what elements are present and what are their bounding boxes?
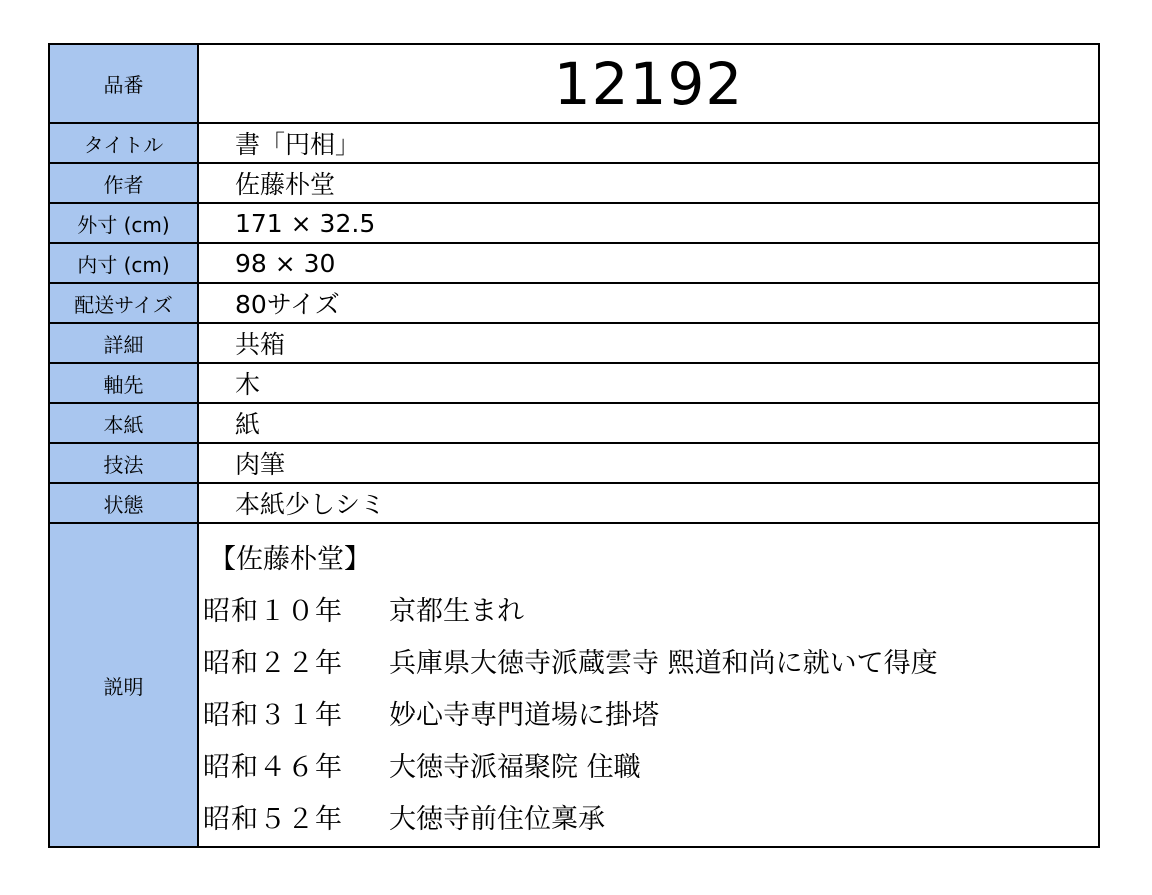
value-shipping-size: 80サイズ bbox=[198, 283, 1099, 323]
value-inner-size: 98 × 30 bbox=[198, 243, 1099, 283]
description-line bbox=[203, 794, 1098, 846]
row-title bbox=[49, 123, 1099, 163]
value-description bbox=[198, 523, 1099, 847]
row-author bbox=[49, 163, 1099, 203]
description-year: 昭和４６年 bbox=[203, 752, 343, 783]
description-year: 昭和５２年 bbox=[203, 804, 343, 835]
value-author: 佐藤朴堂 bbox=[198, 163, 1099, 203]
row-details bbox=[49, 323, 1099, 363]
label-condition: 状態 bbox=[49, 483, 198, 523]
value-technique: 肉筆 bbox=[198, 443, 1099, 483]
value-title: 書「円相」 bbox=[198, 123, 1099, 163]
row-inner-size bbox=[49, 243, 1099, 283]
label-title: タイトル bbox=[49, 123, 198, 163]
label-technique: 技法 bbox=[49, 443, 198, 483]
label-main-paper: 本紙 bbox=[49, 403, 198, 443]
description-year: 昭和１０年 bbox=[203, 596, 343, 627]
row-main-paper bbox=[49, 403, 1099, 443]
row-roller-end bbox=[49, 363, 1099, 403]
description-line bbox=[203, 586, 1098, 638]
row-item-number bbox=[49, 44, 1099, 123]
label-item-number: 品番 bbox=[49, 44, 198, 123]
description-line bbox=[203, 638, 1098, 690]
value-main-paper: 紙 bbox=[198, 403, 1099, 443]
row-description bbox=[49, 523, 1099, 847]
label-shipping-size: 配送サイズ bbox=[49, 283, 198, 323]
description-event: 大徳寺前住位稟承 bbox=[389, 804, 605, 835]
description-year: 昭和２２年 bbox=[203, 648, 343, 679]
value-details: 共箱 bbox=[198, 323, 1099, 363]
row-technique bbox=[49, 443, 1099, 483]
label-description: 説明 bbox=[49, 523, 198, 847]
item-spec-table bbox=[48, 43, 1100, 848]
description-year: 昭和３１年 bbox=[203, 700, 343, 731]
label-author: 作者 bbox=[49, 163, 198, 203]
value-outer-size: 171 × 32.5 bbox=[198, 203, 1099, 243]
value-roller-end: 木 bbox=[198, 363, 1099, 403]
description-event: 兵庫県大徳寺派蔵雲寺 熙道和尚に就いて得度 bbox=[389, 648, 938, 679]
description-heading: 【佐藤朴堂】 bbox=[209, 544, 371, 575]
value-item-number: 12192 bbox=[198, 44, 1099, 123]
row-outer-size bbox=[49, 203, 1099, 243]
description-event: 大徳寺派福聚院 住職 bbox=[389, 752, 641, 783]
label-roller-end: 軸先 bbox=[49, 363, 198, 403]
description-line bbox=[203, 742, 1098, 794]
label-outer-size: 外寸 (cm) bbox=[49, 203, 198, 243]
label-details: 詳細 bbox=[49, 323, 198, 363]
value-condition: 本紙少しシミ bbox=[198, 483, 1099, 523]
description-line bbox=[203, 690, 1098, 742]
row-condition bbox=[49, 483, 1099, 523]
description-event: 妙心寺専門道場に掛塔 bbox=[389, 700, 659, 731]
label-inner-size: 内寸 (cm) bbox=[49, 243, 198, 283]
row-shipping-size bbox=[49, 283, 1099, 323]
description-event: 京都生まれ bbox=[389, 596, 524, 627]
